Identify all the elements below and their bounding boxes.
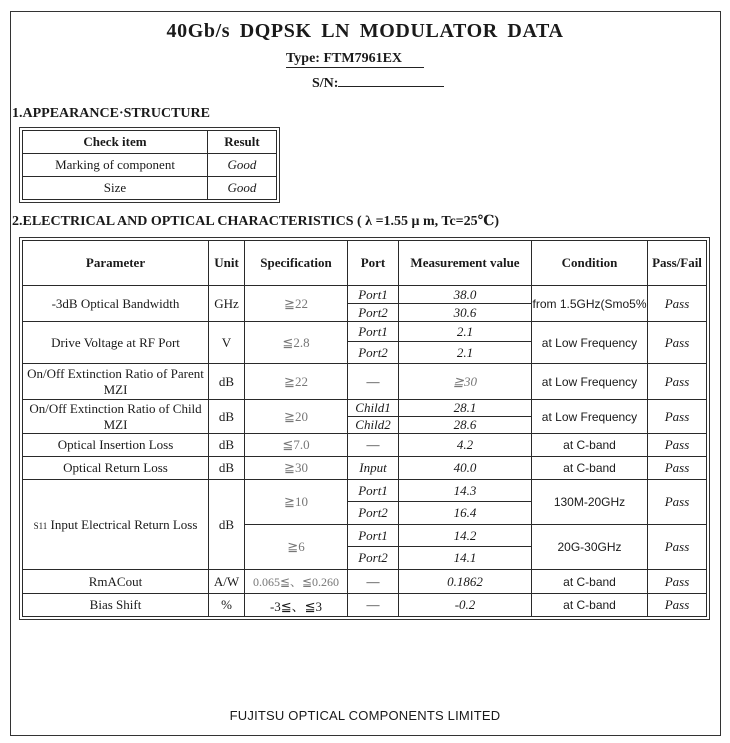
- condition: at C-band: [532, 594, 648, 617]
- check-result: Good: [208, 154, 277, 177]
- col-specification: Specification: [245, 241, 348, 286]
- param: On/Off Extinction Ratio of Parent MZI: [23, 364, 209, 400]
- spec: ≧10: [245, 480, 348, 525]
- col-check-item: Check item: [23, 131, 208, 154]
- value: 16.4: [399, 502, 532, 525]
- value: 14.3: [399, 480, 532, 502]
- value: ≧30: [399, 364, 532, 400]
- result: Pass: [648, 457, 707, 480]
- result: Pass: [648, 480, 707, 525]
- param: Optical Return Loss: [23, 457, 209, 480]
- value: 28.1: [399, 400, 532, 417]
- port: Port1: [348, 286, 399, 304]
- table-row: [23, 177, 277, 200]
- port: Input: [348, 457, 399, 480]
- value: 4.2: [399, 434, 532, 457]
- value: -0.2: [399, 594, 532, 617]
- spec: -3≦、≦3: [245, 594, 348, 617]
- spec: ≧6: [245, 525, 348, 570]
- unit: dB: [209, 400, 245, 434]
- port: Port2: [348, 304, 399, 322]
- result: Pass: [648, 322, 707, 364]
- unit: V: [209, 322, 245, 364]
- value: 14.1: [399, 547, 532, 570]
- port: Port2: [348, 547, 399, 570]
- param: Drive Voltage at RF Port: [23, 322, 209, 364]
- condition: at Low Frequency: [532, 364, 648, 400]
- value: 2.1: [399, 342, 532, 364]
- col-pass-fail: Pass/Fail: [648, 241, 707, 286]
- param: Optical Insertion Loss: [23, 434, 209, 457]
- port: —: [348, 434, 399, 457]
- check-item: Marking of component: [23, 154, 208, 177]
- port: —: [348, 594, 399, 617]
- unit: dB: [209, 480, 245, 570]
- type-label: Type: FTM7961EX: [286, 51, 424, 68]
- company-footer: FUJITSU OPTICAL COMPONENTS LIMITED: [229, 708, 501, 723]
- characteristics-table: [22, 240, 707, 617]
- unit: GHz: [209, 286, 245, 322]
- result: Pass: [648, 525, 707, 570]
- port: Port2: [348, 342, 399, 364]
- col-unit: Unit: [209, 241, 245, 286]
- document-title: 40Gb/s DQPSK LN MODULATOR DATA: [166, 20, 564, 42]
- sn-blank: [338, 86, 444, 87]
- value: 30.6: [399, 304, 532, 322]
- table-row: [23, 154, 277, 177]
- unit: dB: [209, 364, 245, 400]
- row-rmacout: [23, 570, 707, 594]
- spec: ≦2.8: [245, 322, 348, 364]
- port: Port1: [348, 525, 399, 547]
- check-item: Size: [23, 177, 208, 200]
- serial-number-field: [312, 76, 444, 92]
- condition: at C-band: [532, 457, 648, 480]
- condition: at C-band: [532, 570, 648, 594]
- section1-heading: 1.APPEARANCE·STRUCTURE: [12, 106, 210, 121]
- result: Pass: [648, 400, 707, 434]
- param: -3dB Optical Bandwidth: [23, 286, 209, 322]
- value: 14.2: [399, 525, 532, 547]
- result: Pass: [648, 286, 707, 322]
- sn-label: S/N:: [312, 76, 339, 91]
- col-condition: Condition: [532, 241, 648, 286]
- check-result: Good: [208, 177, 277, 200]
- section2-heading: 2.ELECTRICAL AND OPTICAL CHARACTERISTICS ( λ =1.55 μ m, Tc=25℃): [12, 214, 500, 229]
- row-child-extinction: [23, 400, 707, 417]
- unit: dB: [209, 434, 245, 457]
- unit: dB: [209, 457, 245, 480]
- row-s11-return-loss: [23, 480, 707, 502]
- col-parameter: Parameter: [23, 241, 209, 286]
- port: Child1: [348, 400, 399, 417]
- spec: ≦7.0: [245, 434, 348, 457]
- result: Pass: [648, 570, 707, 594]
- spec: ≧20: [245, 400, 348, 434]
- unit: A/W: [209, 570, 245, 594]
- condition: from 1.5GHz(Smo5%: [532, 286, 648, 322]
- row-parent-extinction: [23, 364, 707, 400]
- value: 2.1: [399, 322, 532, 342]
- param-name: Input Electrical Return Loss: [50, 516, 198, 532]
- spec: ≧22: [245, 286, 348, 322]
- row-bias-shift: [23, 594, 707, 617]
- condition: 20G-30GHz: [532, 525, 648, 570]
- param: [23, 480, 209, 570]
- port: —: [348, 364, 399, 400]
- condition: 130M-20GHz: [532, 480, 648, 525]
- param-prefix: S11: [33, 520, 48, 531]
- result: Pass: [648, 594, 707, 617]
- value: 28.6: [399, 417, 532, 434]
- col-port: Port: [348, 241, 399, 286]
- result: Pass: [648, 364, 707, 400]
- port: Child2: [348, 417, 399, 434]
- param: On/Off Extinction Ratio of Child MZI: [23, 400, 209, 434]
- result: Pass: [648, 434, 707, 457]
- row-bandwidth: [23, 286, 707, 304]
- col-result: Result: [208, 131, 277, 154]
- row-return-loss: [23, 457, 707, 480]
- port: Port1: [348, 480, 399, 502]
- param: Bias Shift: [23, 594, 209, 617]
- value: 38.0: [399, 286, 532, 304]
- port: Port2: [348, 502, 399, 525]
- param: RmACout: [23, 570, 209, 594]
- header-row: [23, 241, 707, 286]
- appearance-table: [22, 130, 277, 200]
- col-measurement: Measurement value: [399, 241, 532, 286]
- condition: at Low Frequency: [532, 400, 648, 434]
- port: —: [348, 570, 399, 594]
- port: Port1: [348, 322, 399, 342]
- row-drive-voltage: [23, 322, 707, 342]
- condition: at C-band: [532, 434, 648, 457]
- row-insertion-loss: [23, 434, 707, 457]
- value: 0.1862: [399, 570, 532, 594]
- value: 40.0: [399, 457, 532, 480]
- spec: ≧30: [245, 457, 348, 480]
- condition: at Low Frequency: [532, 322, 648, 364]
- spec: ≧22: [245, 364, 348, 400]
- spec: 0.065≦、≦0.260: [245, 570, 348, 594]
- type-field: [286, 51, 424, 68]
- unit: %: [209, 594, 245, 617]
